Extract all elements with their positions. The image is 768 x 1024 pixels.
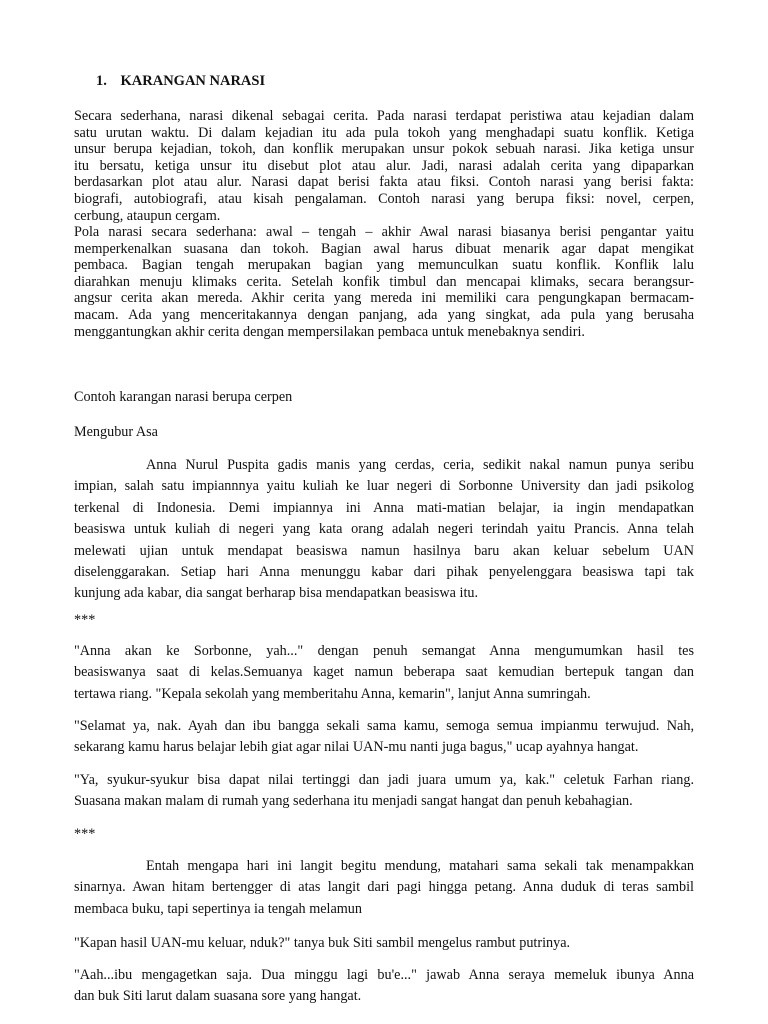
intro-line: cerbung, ataupun cergam. xyxy=(74,207,221,224)
pattern-line: macam. Ada yang menceritakannya dengan panjang, ada yang singkat, ada pula yang berusaha xyxy=(74,306,694,323)
story-line: impian, salah satu impiannnya yaitu kuliah ke luar negeri di Sorbonne University dan jadi psikolog xyxy=(74,478,694,495)
story-line: dan buk Siti larut dalam suasana sore yang hangat. xyxy=(74,988,362,1005)
story-line: melewati ujian untuk mendapat beasiswa namun hasilnya baru akan keluar sebelum UAN xyxy=(74,542,694,559)
story-line: Suasana makan malam di rumah yang sederhana itu menjadi sangat hangat dan penuh kebahagian. xyxy=(74,793,633,810)
scene-separator: *** xyxy=(74,612,96,628)
pattern-paragraph xyxy=(74,224,694,340)
intro-line: unsur berupa kejadian, tokoh, dan konflik merupakan unsur pokok sebuah narasi. Jika ketiga unsur xyxy=(74,141,694,158)
pattern-line: Pola narasi secara sederhana: awal – tengah – akhir Awal narasi biasanya berisi pengantar yaitu xyxy=(74,224,694,240)
story-line: tertawa riang. "Kepala sekolah yang memberitahu Anna, kemarin", lanjut Anna sumringah. xyxy=(74,685,591,702)
intro-line: berdasarkan plot atau alur. Narasi dapat berisi fakta atau fiksi. Contoh narasi yang berisi fakta: xyxy=(74,174,694,191)
story-line: "Ya, syukur-syukur bisa dapat nilai tertinggi dan jadi juara umum ya, kak." celetuk Farhan riang. xyxy=(74,772,694,788)
section-heading xyxy=(96,73,265,90)
intro-line: itu bersatu, ketiga unsur itu disebut plot atau alur. Jadi, narasi adalah cerita yang dipaparkan xyxy=(74,157,694,174)
story-paragraph-5 xyxy=(74,856,694,920)
story-paragraph-2 xyxy=(74,641,694,705)
story-line: sekarang kamu harus belajar lebih giat agar nilai UAN-mu nanti juga bagus," ucap ayahnya hangat. xyxy=(74,739,639,756)
pattern-line: memperkenalkan suasana dan tokoh. Bagian awal harus dibuat menarik agar dapat mengikat xyxy=(74,240,694,257)
story-line: beasiswa untuk kuliah di negeri yang kata orang adalah negeri terindah yaitu Prancis. Anna telah xyxy=(74,521,694,538)
pattern-line: menggantungkan akhir cerita dengan mempersilakan pembaca untuk menebaknya sendiri. xyxy=(74,323,585,340)
story-line: sinarnya. Awan hitam bertengger di atas langit dari pagi hingga petang. Anna duduk di teras sambil xyxy=(74,879,694,896)
intro-line: Secara sederhana, narasi dikenal sebagai cerita. Pada narasi terdapat peristiwa atau kejadian dalam xyxy=(74,108,694,124)
story-line: "Aah...ibu mengagetkan saja. Dua minggu lagi bu'e..." jawab Anna seraya memeluk ibunya Anna xyxy=(74,967,694,983)
story-paragraph-7 xyxy=(74,965,694,1008)
story-title: Mengubur Asa xyxy=(74,424,158,440)
pattern-line: angsur cerita akan mereda. Akhir cerita yang mereda ini memiliki cara pengungkapan bermacam- xyxy=(74,290,694,307)
story-line: kunjung ada kabar, dia sangat berharap bisa mendapatkan beasiswa itu. xyxy=(74,585,479,602)
story-paragraph-6: "Kapan hasil UAN-mu keluar, nduk?" tanya buk Siti sambil mengelus rambut putrinya. xyxy=(74,935,571,951)
scene-separator: *** xyxy=(74,826,96,842)
story-line: "Selamat ya, nak. Ayah dan ibu bangga sekali sama kamu, semoga semua impianmu terwujud. Nah, xyxy=(74,718,694,734)
intro-line: biografi, autobiografi, atau kisah pengalaman. Contoh narasi yang berupa fiksi: novel, cerpen, xyxy=(74,190,694,207)
pattern-line: pembaca. Bagian tengah merupakan bagian yang memunculkan suatu konflik. Konflik lalu xyxy=(74,257,694,274)
section-title: KARANGAN NARASI xyxy=(120,73,266,89)
story-line: "Anna akan ke Sorbonne, yah..." dengan penuh semangat Anna mengumumkan hasil tes xyxy=(74,643,694,659)
intro-paragraph xyxy=(74,108,694,224)
story-line: beasiswanya saat di kelas.Semuanya kaget namun beberapa saat kemudian bertepuk tangan dan xyxy=(74,664,694,681)
pattern-line: diarahkan menuju klimaks cerita. Setelah konfik timbul dan mencapai klimaks, secara berangsur- xyxy=(74,273,694,290)
intro-line: satu urutan waktu. Di dalam kejadian itu ada pula tokoh yang menghadapi suatu konflik. Ketiga xyxy=(74,124,694,141)
story-line: Entah mengapa hari ini langit begitu mendung, matahari sama sekali tak menampakkan xyxy=(146,858,694,874)
story-paragraph-1 xyxy=(74,455,694,605)
story-line: diselenggarakan. Setiap hari Anna menunggu kabar dari pihak penyelenggara beasiswa tapi tak xyxy=(74,564,694,581)
example-label: Contoh karangan narasi berupa cerpen xyxy=(74,389,293,405)
section-number: 1. xyxy=(96,73,107,89)
story-paragraph-3 xyxy=(74,716,694,759)
story-line: membaca buku, tapi sepertinya ia tengah melamun xyxy=(74,900,362,917)
story-line: terkenal di Indonesia. Demi impiannya ini Anna mati-matian belajar, ia ingin mendapatkan xyxy=(74,499,694,516)
story-paragraph-4 xyxy=(74,770,694,813)
story-line: Anna Nurul Puspita gadis manis yang cerdas, ceria, sedikit nakal namun punya seribu xyxy=(146,457,694,473)
